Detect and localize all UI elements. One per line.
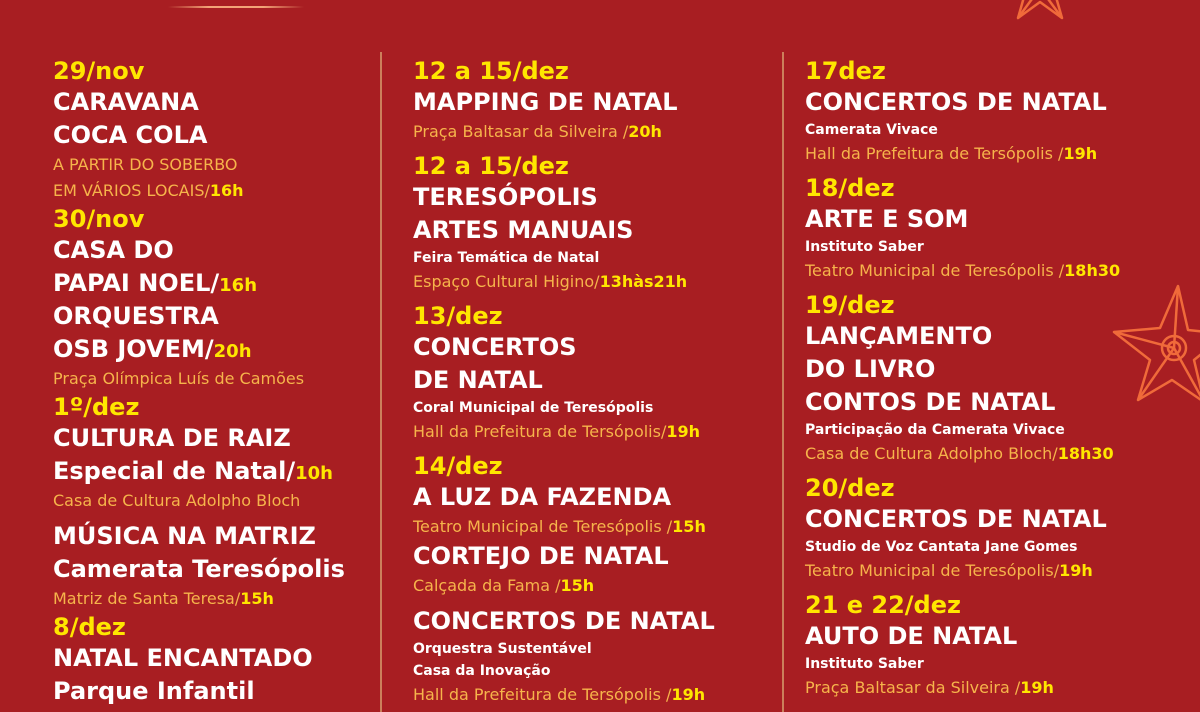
event-place — [413, 119, 715, 145]
event-title: CORTEJO DE NATAL — [413, 542, 669, 570]
event-place — [413, 514, 715, 540]
event-place — [413, 682, 715, 708]
event-natal-encantado — [53, 612, 345, 708]
event-date: 17dez — [805, 57, 886, 85]
event-title: CONCERTOS DE NATAL — [805, 505, 1107, 533]
event-subtitle: Feira Temática de Natal — [413, 250, 600, 266]
event-time: 15h — [240, 589, 274, 608]
event-time: 15h — [560, 576, 595, 595]
event-place — [413, 573, 715, 599]
event-concertos-studio-de-voz — [805, 473, 1120, 584]
column-divider — [782, 52, 784, 712]
column-divider — [380, 52, 382, 712]
event-date: 12 a 15/dez — [413, 152, 569, 180]
event-title: LANÇAMENTO — [805, 322, 993, 350]
event-time: 19h — [666, 422, 701, 441]
event-subtitle: Orquestra Sustentável — [413, 641, 592, 657]
event-date: 13/dez — [413, 302, 503, 330]
event-title: NATAL ENCANTADO — [53, 644, 313, 672]
event-place: A PARTIR DO SOBERBO — [53, 155, 238, 174]
event-arte-e-som — [805, 173, 1120, 284]
event-date: 18/dez — [805, 174, 895, 202]
event-time: 19h — [1059, 561, 1093, 580]
event-concertos-camerata-vivace — [805, 56, 1120, 167]
event-subtitle: Camerata Vivace — [805, 122, 938, 138]
event-place-text: EM VÁRIOS LOCAIS/ — [53, 181, 210, 200]
events-column-3 — [805, 56, 1120, 701]
event-title: ARTE E SOM — [805, 205, 969, 233]
event-concertos-coral — [413, 301, 715, 445]
event-place-text: Praça Baltasar da Silveira / — [805, 678, 1021, 697]
event-time: 19h — [1020, 678, 1054, 697]
event-title: COCA COLA — [53, 121, 208, 149]
event-place — [805, 258, 1120, 284]
event-title: AUTO DE NATAL — [805, 622, 1018, 650]
event-subtitle: Casa da Inovação — [413, 663, 551, 679]
event-place-text: Hall da Prefeitura de Tersópolis/ — [413, 422, 667, 441]
outline-star-icon — [990, 0, 1090, 40]
event-place: Praça Olímpica Luís de Camões — [53, 369, 305, 388]
event-title: CONCERTOS — [413, 333, 577, 361]
event-date: 30/nov — [53, 205, 145, 233]
event-time: 16h — [219, 275, 258, 296]
event-date: 29/nov — [53, 57, 145, 85]
event-date: 20/dez — [805, 474, 895, 502]
outline-star-icon — [1108, 280, 1200, 410]
event-title — [53, 333, 345, 366]
event-time: 20h — [213, 341, 252, 362]
event-place-text: Casa de Cultura Adolpho Bloch/ — [805, 444, 1058, 463]
event-date: 19/dez — [805, 291, 895, 319]
event-cortejo-de-natal — [413, 540, 715, 599]
event-title — [53, 455, 345, 488]
event-caravana-coca-cola — [53, 56, 345, 204]
event-place-text: Teatro Municipal de Teresópolis / — [805, 261, 1065, 280]
event-title: CULTURA DE RAIZ — [53, 424, 291, 452]
event-lancamento-do-livro — [805, 290, 1120, 467]
event-time: 19h — [671, 685, 706, 704]
event-place — [805, 441, 1120, 467]
event-subtitle: Participação da Camerata Vivace — [805, 422, 1065, 438]
event-musica-na-matriz — [53, 520, 345, 612]
event-place-text: Espaço Cultural Higino/ — [413, 272, 600, 291]
event-casa-papai-noel — [53, 204, 345, 392]
event-place-text: Calçada da Fama / — [413, 576, 561, 595]
event-place-text: Matriz de Santa Teresa/ — [53, 589, 241, 608]
events-column-1 — [53, 56, 345, 708]
event-title: ARTES MANUAIS — [413, 216, 634, 244]
event-place — [805, 558, 1120, 584]
top-decorative-line — [168, 6, 304, 8]
event-title: CONCERTOS DE NATAL — [805, 88, 1107, 116]
event-title: MAPPING DE NATAL — [413, 88, 678, 116]
event-title-text: PAPAI NOEL/ — [53, 269, 220, 297]
event-place — [53, 586, 345, 612]
event-time: 18h30 — [1064, 261, 1121, 280]
event-subtitle: Instituto Saber — [805, 239, 924, 255]
event-title: CONTOS DE NATAL — [805, 388, 1056, 416]
event-time: 20h — [628, 122, 662, 141]
event-subtitle: Coral Municipal de Teresópolis — [413, 400, 654, 416]
event-time: 19h — [1063, 144, 1098, 163]
event-place — [53, 178, 345, 204]
event-time: 16h — [209, 181, 244, 200]
event-auto-de-natal — [805, 590, 1120, 701]
event-date: 21 e 22/dez — [805, 591, 961, 619]
event-place — [413, 419, 715, 445]
event-time: 15h — [672, 517, 706, 536]
event-teresopolis-artes-manuais — [413, 151, 715, 295]
event-place — [805, 675, 1120, 701]
event-concertos-orquestra-sustentavel — [413, 605, 715, 708]
event-place-text: Praça Baltasar da Silveira / — [413, 122, 629, 141]
event-place: Casa de Cultura Adolpho Bloch — [53, 491, 301, 510]
event-place — [805, 141, 1120, 167]
event-place-text: Hall da Prefeitura de Tersópolis / — [805, 144, 1064, 163]
event-date: 1º/dez — [53, 393, 140, 421]
event-title: A LUZ DA FAZENDA — [413, 483, 672, 511]
event-time: 13hàs21h — [599, 272, 688, 291]
event-place — [413, 269, 715, 295]
event-title: ORQUESTRA — [53, 302, 219, 330]
event-date: 12 a 15/dez — [413, 57, 569, 85]
event-time: 10h — [295, 463, 333, 484]
event-title — [53, 267, 345, 300]
event-place-text: Teatro Municipal de Teresópolis/ — [805, 561, 1060, 580]
event-title: CONCERTOS DE NATAL — [413, 607, 715, 635]
event-time: 18h30 — [1057, 444, 1114, 463]
event-subtitle: Instituto Saber — [805, 656, 924, 672]
event-title: CASA DO — [53, 236, 174, 264]
event-subtitle: Studio de Voz Cantata Jane Gomes — [805, 539, 1078, 555]
event-title: TERESÓPOLIS — [413, 183, 598, 211]
event-title: CARAVANA — [53, 88, 199, 116]
event-title: DE NATAL — [413, 366, 543, 394]
event-title: MÚSICA NA MATRIZ — [53, 522, 316, 550]
event-title-text: OSB JOVEM/ — [53, 335, 214, 363]
event-title: Camerata Teresópolis — [53, 555, 345, 583]
event-title: Parque Infantil — [53, 677, 255, 705]
events-column-2 — [413, 56, 715, 708]
event-title: DO LIVRO — [805, 355, 936, 383]
event-mapping-de-natal — [413, 56, 715, 145]
event-title-text: Especial de Natal/ — [53, 457, 296, 485]
event-date: 14/dez — [413, 452, 503, 480]
event-date: 8/dez — [53, 613, 126, 641]
event-place-text: Teatro Municipal de Teresópolis / — [413, 517, 673, 536]
event-a-luz-da-fazenda — [413, 451, 715, 540]
event-cultura-de-raiz — [53, 392, 345, 514]
event-place-text: Hall da Prefeitura de Tersópolis / — [413, 685, 672, 704]
